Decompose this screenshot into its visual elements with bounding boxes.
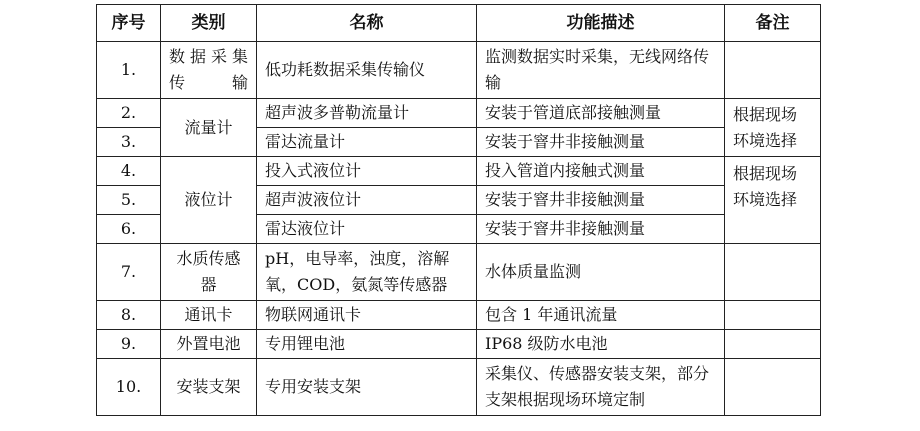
- header-name: 名称: [257, 5, 477, 42]
- table-row: [97, 157, 821, 186]
- row-category: 安装支架: [161, 359, 257, 416]
- row-name: pH，电导率，浊度，溶解氧，COD，氨氮等传感器: [257, 244, 477, 301]
- row-note: [725, 359, 821, 416]
- table-header-row: [97, 5, 821, 42]
- equipment-table: [96, 4, 821, 416]
- row-desc: 投入管道内接触式测量: [477, 157, 725, 186]
- table-row: [97, 244, 821, 301]
- row-desc: 采集仪、传感器安装支架，部分支架根据现场环境定制: [477, 359, 725, 416]
- row-category: 流量计: [161, 99, 257, 157]
- row-category: 通讯卡: [161, 301, 257, 330]
- row-desc: 安装于管道底部接触测量: [477, 99, 725, 128]
- row-note: 根据现场环境选择: [725, 157, 821, 244]
- row-no: 4.: [97, 157, 161, 186]
- row-category: 液位计: [161, 157, 257, 244]
- row-note: [725, 330, 821, 359]
- table-row: [97, 330, 821, 359]
- row-no: 10.: [97, 359, 161, 416]
- table-row: [97, 42, 821, 99]
- row-desc: 安装于窨井非接触测量: [477, 215, 725, 244]
- row-no: 6.: [97, 215, 161, 244]
- row-desc: 监测数据实时采集，无线网络传输: [477, 42, 725, 99]
- row-no: 9.: [97, 330, 161, 359]
- row-name: 物联网通讯卡: [257, 301, 477, 330]
- row-note: 根据现场环境选择: [725, 99, 821, 157]
- row-no: 5.: [97, 186, 161, 215]
- row-name: 雷达流量计: [257, 128, 477, 157]
- row-name: 雷达液位计: [257, 215, 477, 244]
- header-note: 备注: [725, 5, 821, 42]
- row-name: 专用安装支架: [257, 359, 477, 416]
- row-category: 外置电池: [161, 330, 257, 359]
- row-no: 3.: [97, 128, 161, 157]
- row-category: 水质传感器: [161, 244, 257, 301]
- row-name: 专用锂电池: [257, 330, 477, 359]
- row-name: 低功耗数据采集传输仪: [257, 42, 477, 99]
- row-name: 投入式液位计: [257, 157, 477, 186]
- header-no: 序号: [97, 5, 161, 42]
- row-note: [725, 301, 821, 330]
- row-note: [725, 42, 821, 99]
- row-no: 2.: [97, 99, 161, 128]
- equipment-table-container: [96, 4, 821, 416]
- row-name: 超声波液位计: [257, 186, 477, 215]
- row-no: 7.: [97, 244, 161, 301]
- row-category: 数据采集传输: [161, 42, 257, 99]
- header-category: 类别: [161, 5, 257, 42]
- row-no: 1.: [97, 42, 161, 99]
- table-row: [97, 359, 821, 416]
- table-row: [97, 301, 821, 330]
- row-desc: 安装于窨井非接触测量: [477, 128, 725, 157]
- table-row: [97, 99, 821, 128]
- row-no: 8.: [97, 301, 161, 330]
- row-note: [725, 244, 821, 301]
- row-desc: 包含 1 年通讯流量: [477, 301, 725, 330]
- row-desc: 水体质量监测: [477, 244, 725, 301]
- row-desc: 安装于窨井非接触测量: [477, 186, 725, 215]
- header-desc: 功能描述: [477, 5, 725, 42]
- row-name: 超声波多普勒流量计: [257, 99, 477, 128]
- row-desc: IP68 级防水电池: [477, 330, 725, 359]
